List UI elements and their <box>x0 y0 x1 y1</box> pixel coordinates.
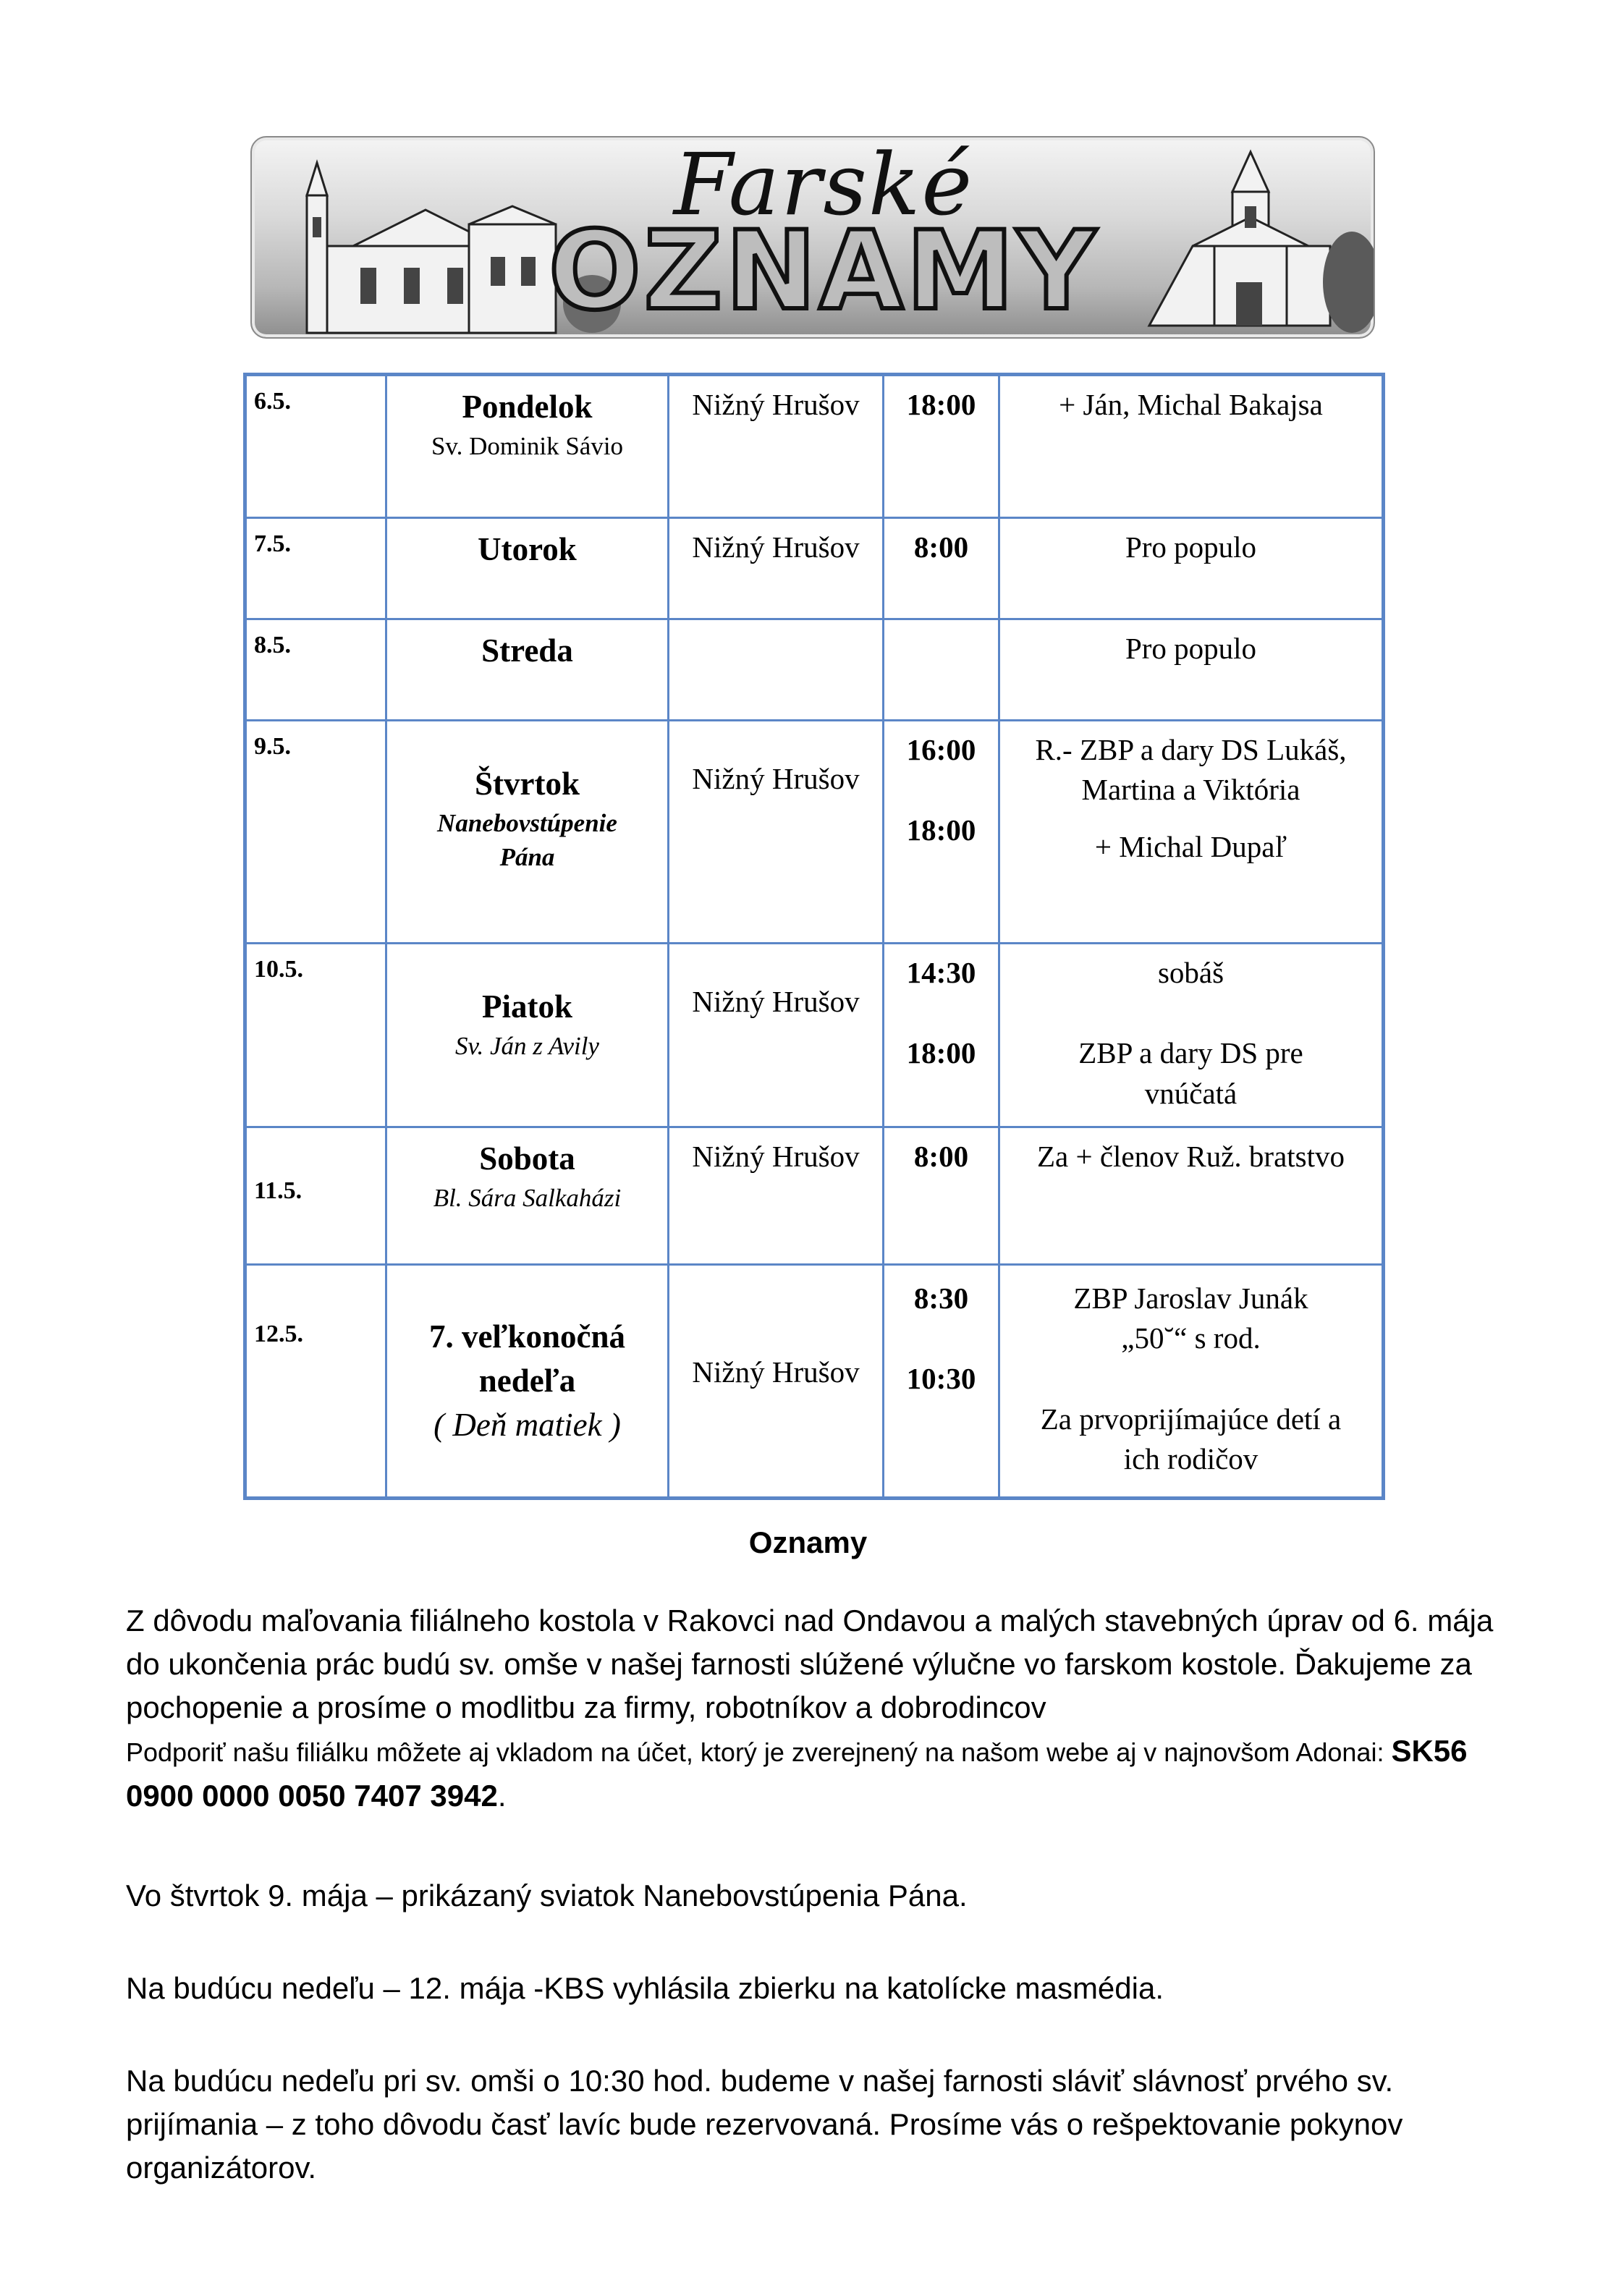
time-value: 16:00 <box>906 733 976 766</box>
time-value: 14:30 <box>906 956 976 989</box>
intention-cell: Pro populo <box>999 518 1384 619</box>
place-cell: Nižný Hrušov <box>669 944 884 1127</box>
date-cell: 6.5. <box>245 375 386 518</box>
day-name: 7. veľkonočná nedeľa <box>428 1318 626 1399</box>
time-cell: 8:00 <box>884 518 999 619</box>
day-name: Sobota <box>479 1140 575 1177</box>
date-cell: 12.5. <box>245 1265 386 1499</box>
day-cell <box>386 375 669 518</box>
announcement-paragraph: Na budúcu nedeľu pri sv. omši o 10:30 hod. budeme v našej farnosti sláviť slávnosť prvého sv. prijímania – z toho dôvodu časť lavíc bude rezervovaná. Prosíme vás o rešpektovanie pokynov organizátorov. <box>126 2064 1403 2185</box>
intention-cell: Pro populo <box>999 619 1384 721</box>
time-cell: 8:00 <box>884 1127 999 1265</box>
banner-title-top: Farské <box>673 136 974 234</box>
table-row <box>245 518 1384 619</box>
table-row <box>245 619 1384 721</box>
intention-cell: Za + členov Ruž. bratstvo <box>999 1127 1384 1265</box>
day-name: Piatok <box>481 988 572 1025</box>
time-value: 10:30 <box>906 1362 976 1396</box>
place-cell <box>669 619 884 721</box>
time-cell <box>884 944 999 1127</box>
intention-text: Za prvoprijímajúce detí a ich rodičov <box>1040 1402 1342 1476</box>
day-name: Štvrtok <box>475 766 580 802</box>
time-cell <box>884 1265 999 1499</box>
intention-text: R.- ZBP a dary DS Lukáš, Martina a Viktória <box>1035 733 1347 807</box>
time-value: 8:30 <box>913 1282 969 1315</box>
announcement-small-text: Podporiť našu filiálku môžete aj vkladom na účet, ktorý je zverejnený na našom webe aj v najnovšom Adonai: <box>126 1737 1392 1767</box>
day-cell <box>386 1265 669 1499</box>
header-banner <box>250 136 1375 339</box>
date-cell: 9.5. <box>245 721 386 944</box>
table-row <box>245 375 1384 518</box>
day-cell <box>386 721 669 944</box>
saint-name: ( Deň matiek ) <box>433 1406 621 1443</box>
table-row <box>245 944 1384 1127</box>
bank-account: SK56 0900 0000 0050 7407 3942 <box>126 1734 1468 1813</box>
announcement-text: . <box>497 1779 507 1813</box>
time-cell <box>884 619 999 721</box>
spacer <box>892 993 991 1033</box>
saint-name: Sv. Ján z Avily <box>455 1031 599 1060</box>
announcement-paragraph: Vo štvrtok 9. mája – prikázaný sviatok Nanebovstúpenia Pána. <box>126 1878 968 1912</box>
spacer <box>892 770 991 810</box>
spacer <box>892 1318 991 1359</box>
announcement-text: Z dôvodu maľovania filiálneho kostola v Rakovci nad Ondavou a malých stavebných úprav od 6. mája do ukončenia prác budú sv. omše v našej farnosti slúžené výlučne vo farskom kostole. Ďakujeme za pochopenie a prosíme o modlitbu za firmy, robotníkov a dobrodincov <box>126 1604 1494 1724</box>
date-cell: 7.5. <box>245 518 386 619</box>
time-cell: 18:00 <box>884 375 999 518</box>
intention-text: + Michal Dupaľ <box>1094 829 1287 863</box>
mass-schedule-table <box>243 373 1385 1500</box>
saint-name: Nanebovstúpenie Pána <box>437 808 617 871</box>
day-name: Streda <box>481 632 573 669</box>
place-cell: Nižný Hrušov <box>669 1127 884 1265</box>
intention-text: sobáš <box>1157 956 1224 989</box>
table-row <box>245 1265 1384 1499</box>
place-cell: Nižný Hrušov <box>669 518 884 619</box>
saint-name: Sv. Dominik Sávio <box>431 431 624 460</box>
announcement-paragraph: Na budúcu nedeľu – 12. mája -KBS vyhlásila zbierku na katolícke masmédia. <box>126 1971 1164 2005</box>
day-cell <box>386 518 669 619</box>
place-cell: Nižný Hrušov <box>669 375 884 518</box>
table-row <box>245 1127 1384 1265</box>
table-row <box>245 721 1384 944</box>
intention-cell <box>999 944 1384 1127</box>
time-cell <box>884 721 999 944</box>
date-cell: 10.5. <box>245 944 386 1127</box>
day-cell <box>386 1127 669 1265</box>
time-value: 18:00 <box>906 1036 976 1070</box>
day-name: Pondelok <box>462 389 593 425</box>
date-cell: 11.5. <box>245 1127 386 1265</box>
intention-text: ZBP Jaroslav Junák „50˘“ s rod. <box>1073 1282 1308 1355</box>
announcements-title: Oznamy <box>748 1525 868 1559</box>
place-cell: Nižný Hrušov <box>669 721 884 944</box>
date-cell: 8.5. <box>245 619 386 721</box>
time-value: 18:00 <box>906 813 976 847</box>
intention-text: ZBP a dary DS pre vnúčatá <box>1078 1036 1303 1110</box>
day-cell <box>386 619 669 721</box>
intention-cell: + Ján, Michal Bakajsa <box>999 375 1384 518</box>
banner-title-main: OZNAMY <box>549 208 1099 334</box>
intention-cell <box>999 721 1384 944</box>
saint-name: Bl. Sára Salkaházi <box>433 1183 622 1212</box>
intention-cell <box>999 1265 1384 1499</box>
day-name: Utorok <box>478 531 577 567</box>
place-cell: Nižný Hrušov <box>669 1265 884 1499</box>
day-cell <box>386 944 669 1127</box>
announcement-paragraph <box>126 1599 1501 1818</box>
